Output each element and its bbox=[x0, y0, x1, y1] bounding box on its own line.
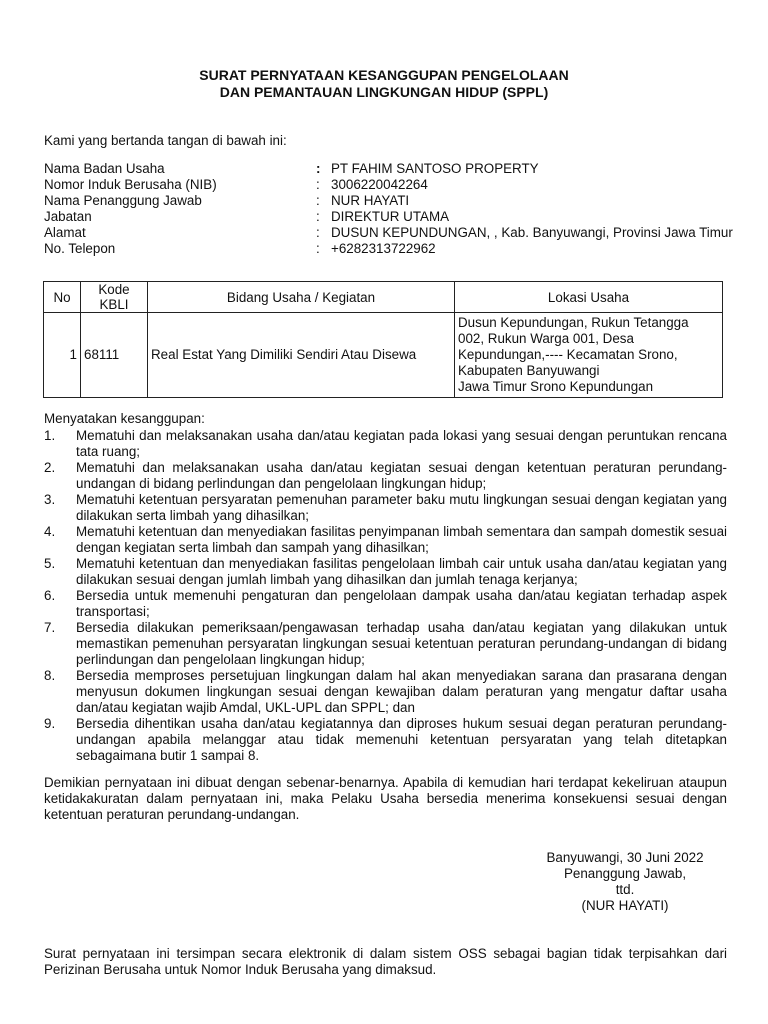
identity-colon: : bbox=[316, 225, 320, 240]
identity-colon: : bbox=[316, 193, 320, 208]
signature-block bbox=[530, 850, 720, 914]
identity-label: Alamat bbox=[44, 225, 86, 240]
lokasi-line: Dusun Kepundungan, Rukun Tetangga bbox=[458, 315, 689, 330]
identity-row-phone bbox=[44, 241, 734, 257]
identity-label: Nomor Induk Berusaha (NIB) bbox=[44, 177, 217, 192]
header-kode-kbli-text: Kode KBLI bbox=[98, 282, 130, 312]
list-item-number: 1. bbox=[44, 428, 56, 443]
list-item-number: 2. bbox=[44, 460, 56, 475]
list-item-text: Mematuhi ketentuan dan menyediakan fasilitas pengelolaan limbah cair untuk usaha dan/atau kegiatan yang dilakukan sesuai dengan jumlah limbah yang dihasilkan dan jumlah tenaga kerjanya; bbox=[76, 556, 727, 587]
intro-text: Kami yang bertanda tangan di bawah ini: bbox=[44, 133, 287, 148]
list-item-number: 3. bbox=[44, 492, 56, 507]
list-item-text: Bersedia memproses persetujuan lingkungan dalam hal akan menyediakan sarana dan prasarana dengan menyusun dokumen lingkungan sesuai dengan kewajiban dalam peraturan yang mengatur daftar usaha dan/atau kegiatan wajib Amdal, UKL-UPL dan SPPL; dan bbox=[76, 668, 727, 715]
list-item bbox=[44, 460, 727, 492]
header-no: No bbox=[44, 282, 81, 313]
list-item-number: 5. bbox=[44, 556, 56, 571]
header-lokasi-usaha: Lokasi Usaha bbox=[455, 282, 723, 313]
table-row bbox=[44, 313, 723, 398]
document-title bbox=[0, 67, 768, 101]
list-item-text: Mematuhi ketentuan dan menyediakan fasilitas penyimpanan limbah sementara dan sampah domestik sesuai dengan kegiatan serta limbah dan sampah yang dihasilkan; bbox=[76, 524, 727, 555]
list-item-text: Mematuhi ketentuan persyaratan pemenuhan parameter baku mutu lingkungan sesuai dengan kegiatan yang dilakukan serta limbah yang dihasilkan; bbox=[76, 492, 727, 523]
identity-row-company bbox=[44, 161, 734, 177]
identity-value: DIREKTUR UTAMA bbox=[331, 209, 450, 224]
lokasi-line: Jawa Timur Srono Kepundungan bbox=[458, 379, 654, 394]
identity-value: PT FAHIM SANTOSO PROPERTY bbox=[331, 161, 539, 176]
list-item bbox=[44, 620, 727, 668]
identity-value: NUR HAYATI bbox=[331, 193, 410, 208]
signature-name: (NUR HAYATI) bbox=[581, 898, 669, 913]
cell-bidang-usaha: Real Estat Yang Dimiliki Sendiri Atau Disewa bbox=[148, 313, 455, 398]
signature-place-date: Banyuwangi, 30 Juni 2022 bbox=[546, 850, 704, 865]
identity-colon: : bbox=[316, 209, 320, 224]
identity-row-nib bbox=[44, 177, 734, 193]
identity-row-pic bbox=[44, 193, 734, 209]
signature-role: Penanggung Jawab, bbox=[563, 866, 687, 881]
list-item bbox=[44, 668, 727, 716]
identity-label: Jabatan bbox=[44, 209, 92, 224]
lokasi-line: 002, Rukun Warga 001, Desa bbox=[458, 331, 634, 346]
cell-kode-kbli: 68111 bbox=[81, 313, 148, 398]
lokasi-line: Kabupaten Banyuwangi bbox=[458, 363, 600, 378]
kesanggupan-heading: Menyatakan kesanggupan: bbox=[44, 411, 205, 426]
signature-ttd: ttd. bbox=[615, 882, 635, 897]
title-line-1: SURAT PERNYATAAN KESANGGUPAN PENGELOLAAN bbox=[199, 67, 569, 83]
list-item bbox=[44, 556, 727, 588]
list-item bbox=[44, 716, 727, 764]
list-item-text: Mematuhi dan melaksanakan usaha dan/atau kegiatan pada lokasi yang sesuai dengan peruntukan rencana tata ruang; bbox=[76, 428, 727, 459]
identity-block bbox=[44, 161, 734, 257]
identity-label: No. Telepon bbox=[44, 241, 116, 256]
kesanggupan-list bbox=[44, 428, 727, 764]
title-line-2: DAN PEMANTAUAN LINGKUNGAN HIDUP (SPPL) bbox=[219, 84, 549, 100]
identity-colon: : bbox=[316, 161, 321, 176]
header-bidang-usaha: Bidang Usaha / Kegiatan bbox=[148, 282, 455, 313]
identity-colon: : bbox=[316, 177, 320, 192]
identity-value: +6282313722962 bbox=[331, 241, 436, 256]
header-kode-kbli bbox=[81, 282, 148, 313]
closing-paragraph: Demikian pernyataan ini dibuat dengan sebenar-benarnya. Apabila di kemudian hari terdapat kekeliruan ataupun ketidakakuratan dalam pernyataan ini, maka Pelaku Usaha bersedia menerima konsekuensi sesuai dengan ketentuan peraturan perundang-undangan. bbox=[44, 775, 727, 822]
identity-label: Nama Badan Usaha bbox=[44, 161, 165, 176]
list-item-number: 7. bbox=[44, 620, 56, 635]
footer-note: Surat pernyataan ini tersimpan secara elektronik di dalam sistem OSS sebagai bagian tidak terpisahkan dari Perizinan Berusaha untuk Nomor Induk Berusaha yang dimaksud. bbox=[44, 946, 727, 977]
list-item-number: 8. bbox=[44, 668, 56, 683]
list-item bbox=[44, 428, 727, 460]
list-item-text: Bersedia untuk memenuhi pengaturan dan pengelolaan dampak usaha dan/atau kegiatan terhadap aspek transportasi; bbox=[76, 588, 727, 619]
identity-label: Nama Penanggung Jawab bbox=[44, 193, 202, 208]
list-item bbox=[44, 524, 727, 556]
list-item-number: 6. bbox=[44, 588, 56, 603]
identity-value: DUSUN KEPUNDUNGAN, , Kab. Banyuwangi, Provinsi Jawa Timur bbox=[331, 225, 733, 240]
lokasi-line: Kepundungan,---- Kecamatan Srono, bbox=[458, 347, 678, 362]
list-item-text: Bersedia dihentikan usaha dan/atau kegiatannya dan diproses hukum sesuai degan peraturan perundang-undangan apabila melanggar atau tidak memenuhi ketentuan persyaratan yang telah ditetapkan sebagaimana butir 1 sampai 8. bbox=[76, 716, 727, 763]
business-table bbox=[43, 281, 723, 398]
identity-value: 3006220042264 bbox=[331, 177, 428, 192]
cell-lokasi-usaha bbox=[455, 313, 723, 398]
list-item-text: Mematuhi dan melaksanakan usaha dan/atau kegiatan sesuai dengan ketentuan peraturan perundang-undangan di bidang perlindungan dan pengelolaan lingkungan hidup; bbox=[76, 460, 727, 491]
identity-row-address bbox=[44, 225, 734, 241]
list-item-number: 9. bbox=[44, 716, 56, 731]
list-item-number: 4. bbox=[44, 524, 56, 539]
list-item bbox=[44, 492, 727, 524]
identity-colon: : bbox=[316, 241, 320, 256]
cell-no: 1 bbox=[44, 313, 81, 398]
identity-row-position bbox=[44, 209, 734, 225]
list-item bbox=[44, 588, 727, 620]
table-header-row bbox=[44, 282, 723, 313]
list-item-text: Bersedia dilakukan pemeriksaan/pengawasan terhadap usaha dan/atau kegiatan yang dilakukan untuk memastikan pemenuhan persyaratan lingkungan sesuai ketentuan peraturan perundang-undangan di bidang perlindungan dan pengelolaan lingkungan hidup; bbox=[76, 620, 727, 667]
